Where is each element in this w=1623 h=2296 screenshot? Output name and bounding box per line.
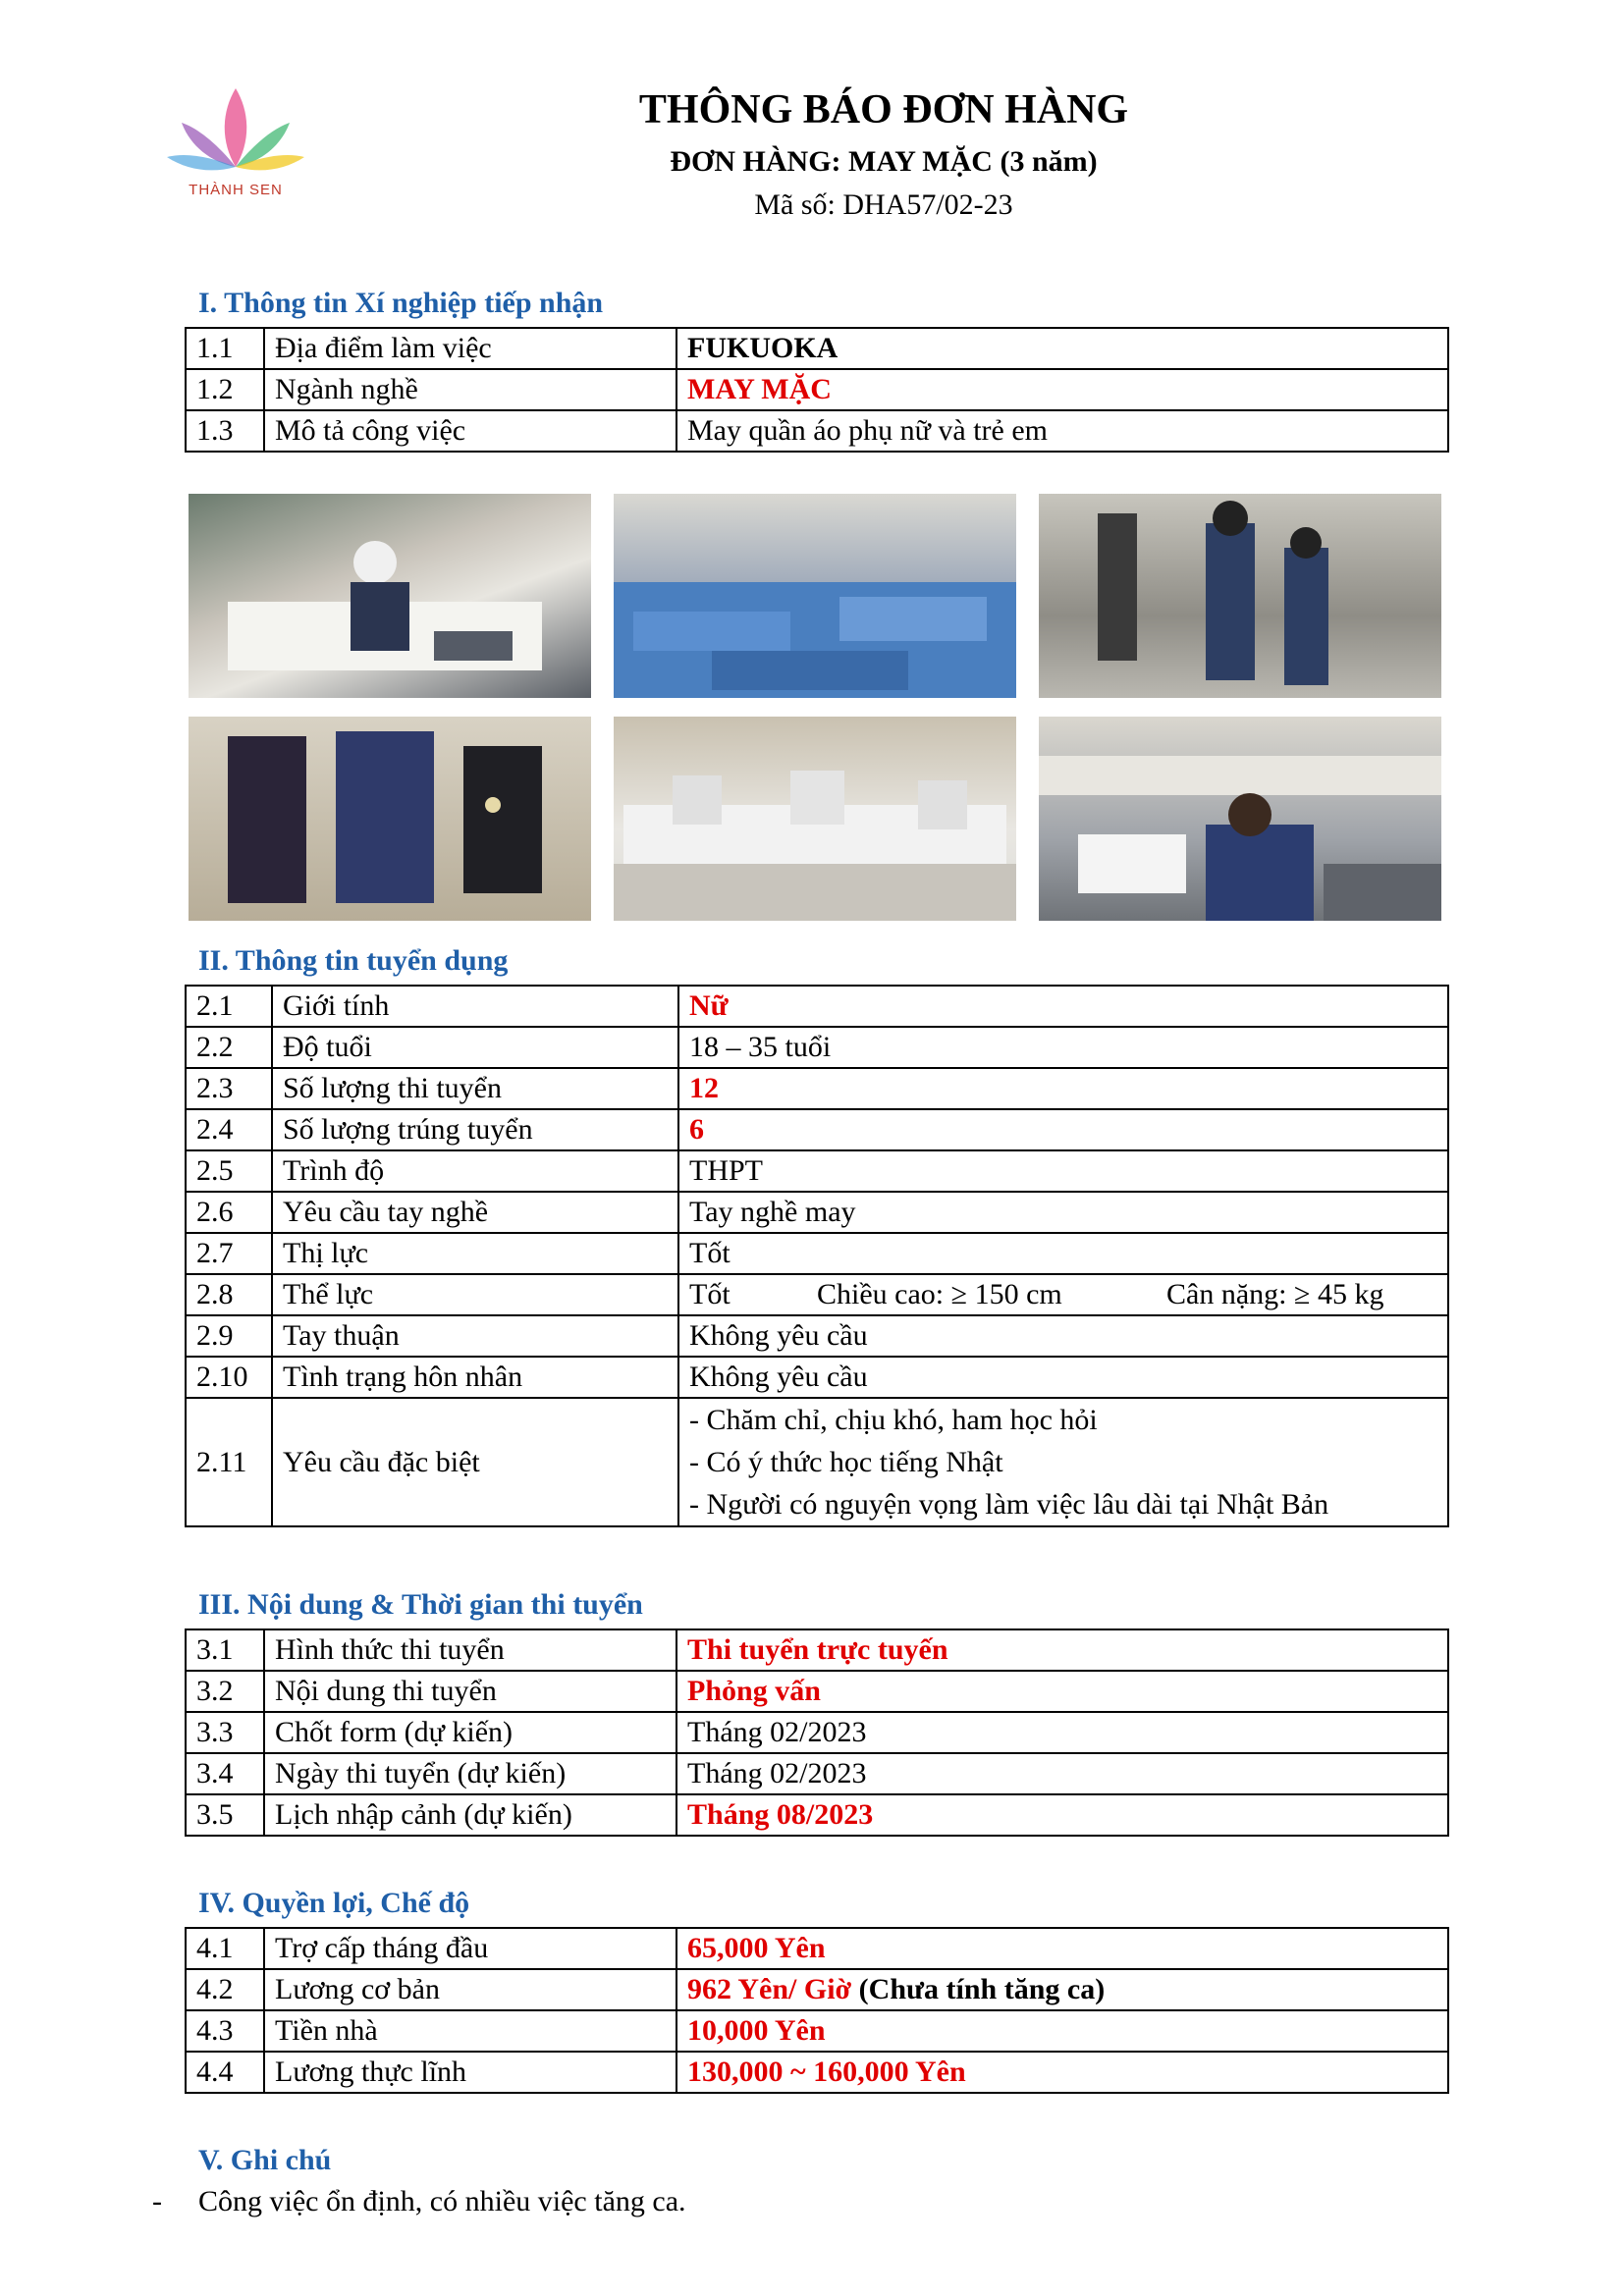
row-label: Độ tuổi	[272, 1027, 678, 1068]
table-row	[186, 2052, 1448, 2093]
row-value	[676, 1969, 1448, 2010]
row-value: Tốt	[678, 1233, 1448, 1274]
table-row	[186, 986, 1448, 1027]
row-number: 2.1	[186, 986, 272, 1027]
row-label: Địa điểm làm việc	[264, 328, 676, 369]
lotus-icon	[162, 83, 309, 182]
row-value: Tay nghề may	[678, 1192, 1448, 1233]
section-1-table	[185, 327, 1449, 453]
row-label: Hình thức thi tuyển	[264, 1629, 676, 1671]
table-row	[186, 328, 1448, 369]
row-number: 2.7	[186, 1233, 272, 1274]
photo-workers-machines	[1039, 494, 1441, 698]
base-salary-value: 962 Yên/ Giờ	[687, 1973, 852, 2005]
company-logo	[162, 83, 309, 211]
row-number: 2.11	[186, 1398, 272, 1526]
row-number: 2.4	[186, 1109, 272, 1150]
table-row	[186, 1928, 1448, 1969]
table-row	[186, 1192, 1448, 1233]
row-value: Phỏng vấn	[676, 1671, 1448, 1712]
logo-brand-text: THÀNH SEN	[189, 182, 283, 198]
table-row	[186, 1671, 1448, 1712]
table-row	[186, 1274, 1448, 1315]
row-value: Tháng 08/2023	[676, 1794, 1448, 1836]
table-row	[186, 1109, 1448, 1150]
photo-fabric-stacks	[614, 494, 1016, 698]
row-value: 18 – 35 tuổi	[678, 1027, 1448, 1068]
row-label: Trợ cấp tháng đầu	[264, 1928, 676, 1969]
table-row	[186, 1150, 1448, 1192]
page-subtitle: ĐƠN HÀNG: MAY MẶC (3 năm)	[670, 145, 1098, 178]
row-value: Tháng 02/2023	[676, 1753, 1448, 1794]
row-label: Yêu cầu tay nghề	[272, 1192, 678, 1233]
table-row	[186, 1398, 1448, 1526]
row-value: 130,000 ~ 160,000 Yên	[676, 2052, 1448, 2093]
table-row	[186, 1969, 1448, 2010]
table-row	[186, 369, 1448, 410]
row-value: 6	[678, 1109, 1448, 1150]
row-label: Nội dung thi tuyển	[264, 1671, 676, 1712]
section-3-heading: III. Nội dung & Thời gian thi tuyển	[198, 1588, 643, 1621]
row-value: 10,000 Yên	[676, 2010, 1448, 2052]
overtime-note: (Chưa tính tăng ca)	[858, 1973, 1106, 2005]
row-label: Thị lực	[272, 1233, 678, 1274]
row-number: 3.2	[186, 1671, 264, 1712]
table-row	[186, 2010, 1448, 2052]
section-3-table	[185, 1629, 1449, 1837]
section-2-table	[185, 985, 1449, 1527]
photo-sewing-machines-row	[614, 717, 1016, 921]
row-label: Chốt form (dự kiến)	[264, 1712, 676, 1753]
row-number: 3.5	[186, 1794, 264, 1836]
row-value: Không yêu cầu	[678, 1315, 1448, 1357]
requirement-line: - Chăm chỉ, chịu khó, ham học hỏi	[689, 1404, 1098, 1436]
photo-sewing-table	[189, 494, 591, 698]
table-row	[186, 1068, 1448, 1109]
requirement-line: - Người có nguyện vọng làm việc lâu dài tại Nhật Bản	[689, 1488, 1329, 1521]
row-number: 4.2	[186, 1969, 264, 2010]
row-number: 2.5	[186, 1150, 272, 1192]
row-value: Không yêu cầu	[678, 1357, 1448, 1398]
row-number: 2.3	[186, 1068, 272, 1109]
row-label: Số lượng trúng tuyển	[272, 1109, 678, 1150]
row-value: May quần áo phụ nữ và trẻ em	[676, 410, 1448, 452]
row-number: 2.10	[186, 1357, 272, 1398]
page-title: THÔNG BÁO ĐƠN HÀNG	[638, 87, 1129, 133]
table-row	[186, 1357, 1448, 1398]
row-number: 4.3	[186, 2010, 264, 2052]
physical-status: Tốt	[689, 1278, 730, 1310]
note-bullet: -	[152, 2185, 162, 2217]
row-value	[678, 1274, 1448, 1315]
row-value: 65,000 Yên	[676, 1928, 1448, 1969]
row-number: 2.2	[186, 1027, 272, 1068]
section-5-heading: V. Ghi chú	[198, 2144, 332, 2176]
row-label: Ngành nghề	[264, 369, 676, 410]
row-label: Thể lực	[272, 1274, 678, 1315]
row-value	[678, 1398, 1448, 1526]
note-text: Công việc ổn định, có nhiều việc tăng ca.	[198, 2185, 686, 2217]
table-row	[186, 1315, 1448, 1357]
row-number: 3.1	[186, 1629, 264, 1671]
row-value: Thi tuyển trực tuyến	[676, 1629, 1448, 1671]
row-label: Lịch nhập cảnh (dự kiến)	[264, 1794, 676, 1836]
table-row	[186, 1712, 1448, 1753]
row-value: MAY MẶC	[676, 369, 1448, 410]
row-label: Yêu cầu đặc biệt	[272, 1398, 678, 1526]
table-row	[186, 1233, 1448, 1274]
row-number: 2.6	[186, 1192, 272, 1233]
section-4-table	[185, 1927, 1449, 2094]
row-value: FUKUOKA	[676, 328, 1448, 369]
table-row	[186, 1753, 1448, 1794]
row-label: Tình trạng hôn nhân	[272, 1357, 678, 1398]
row-number: 2.9	[186, 1315, 272, 1357]
row-label: Tiền nhà	[264, 2010, 676, 2052]
height-requirement: Chiều cao: ≥ 150 cm	[817, 1278, 1062, 1310]
order-code: Mã số: DHA57/02-23	[754, 188, 1013, 221]
row-label: Trình độ	[272, 1150, 678, 1192]
row-value: Nữ	[678, 986, 1448, 1027]
row-value: Tháng 02/2023	[676, 1712, 1448, 1753]
photo-sewing-worker	[1039, 717, 1441, 921]
row-label: Tay thuận	[272, 1315, 678, 1357]
row-number: 4.1	[186, 1928, 264, 1969]
row-value: THPT	[678, 1150, 1448, 1192]
row-number: 4.4	[186, 2052, 264, 2093]
row-label: Mô tả công việc	[264, 410, 676, 452]
row-value: 12	[678, 1068, 1448, 1109]
row-number: 1.3	[186, 410, 264, 452]
section-2-heading: II. Thông tin tuyển dụng	[198, 944, 509, 977]
table-row	[186, 1027, 1448, 1068]
row-number: 3.4	[186, 1753, 264, 1794]
row-number: 3.3	[186, 1712, 264, 1753]
table-row	[186, 1629, 1448, 1671]
row-number: 1.2	[186, 369, 264, 410]
row-label: Lương thực lĩnh	[264, 2052, 676, 2093]
row-label: Số lượng thi tuyển	[272, 1068, 678, 1109]
photo-garment-display	[189, 717, 591, 921]
weight-requirement: Cân nặng: ≥ 45 kg	[1166, 1278, 1384, 1310]
section-4-heading: IV. Quyền lợi, Chế độ	[198, 1887, 470, 1919]
row-label: Lương cơ bản	[264, 1969, 676, 2010]
table-row	[186, 1794, 1448, 1836]
row-label: Giới tính	[272, 986, 678, 1027]
table-row	[186, 410, 1448, 452]
workplace-photos	[189, 494, 1442, 921]
row-label: Ngày thi tuyển (dự kiến)	[264, 1753, 676, 1794]
section-1-heading: I. Thông tin Xí nghiệp tiếp nhận	[198, 287, 604, 319]
row-number: 1.1	[186, 328, 264, 369]
row-number: 2.8	[186, 1274, 272, 1315]
requirement-line: - Có ý thức học tiếng Nhật	[689, 1446, 1003, 1478]
